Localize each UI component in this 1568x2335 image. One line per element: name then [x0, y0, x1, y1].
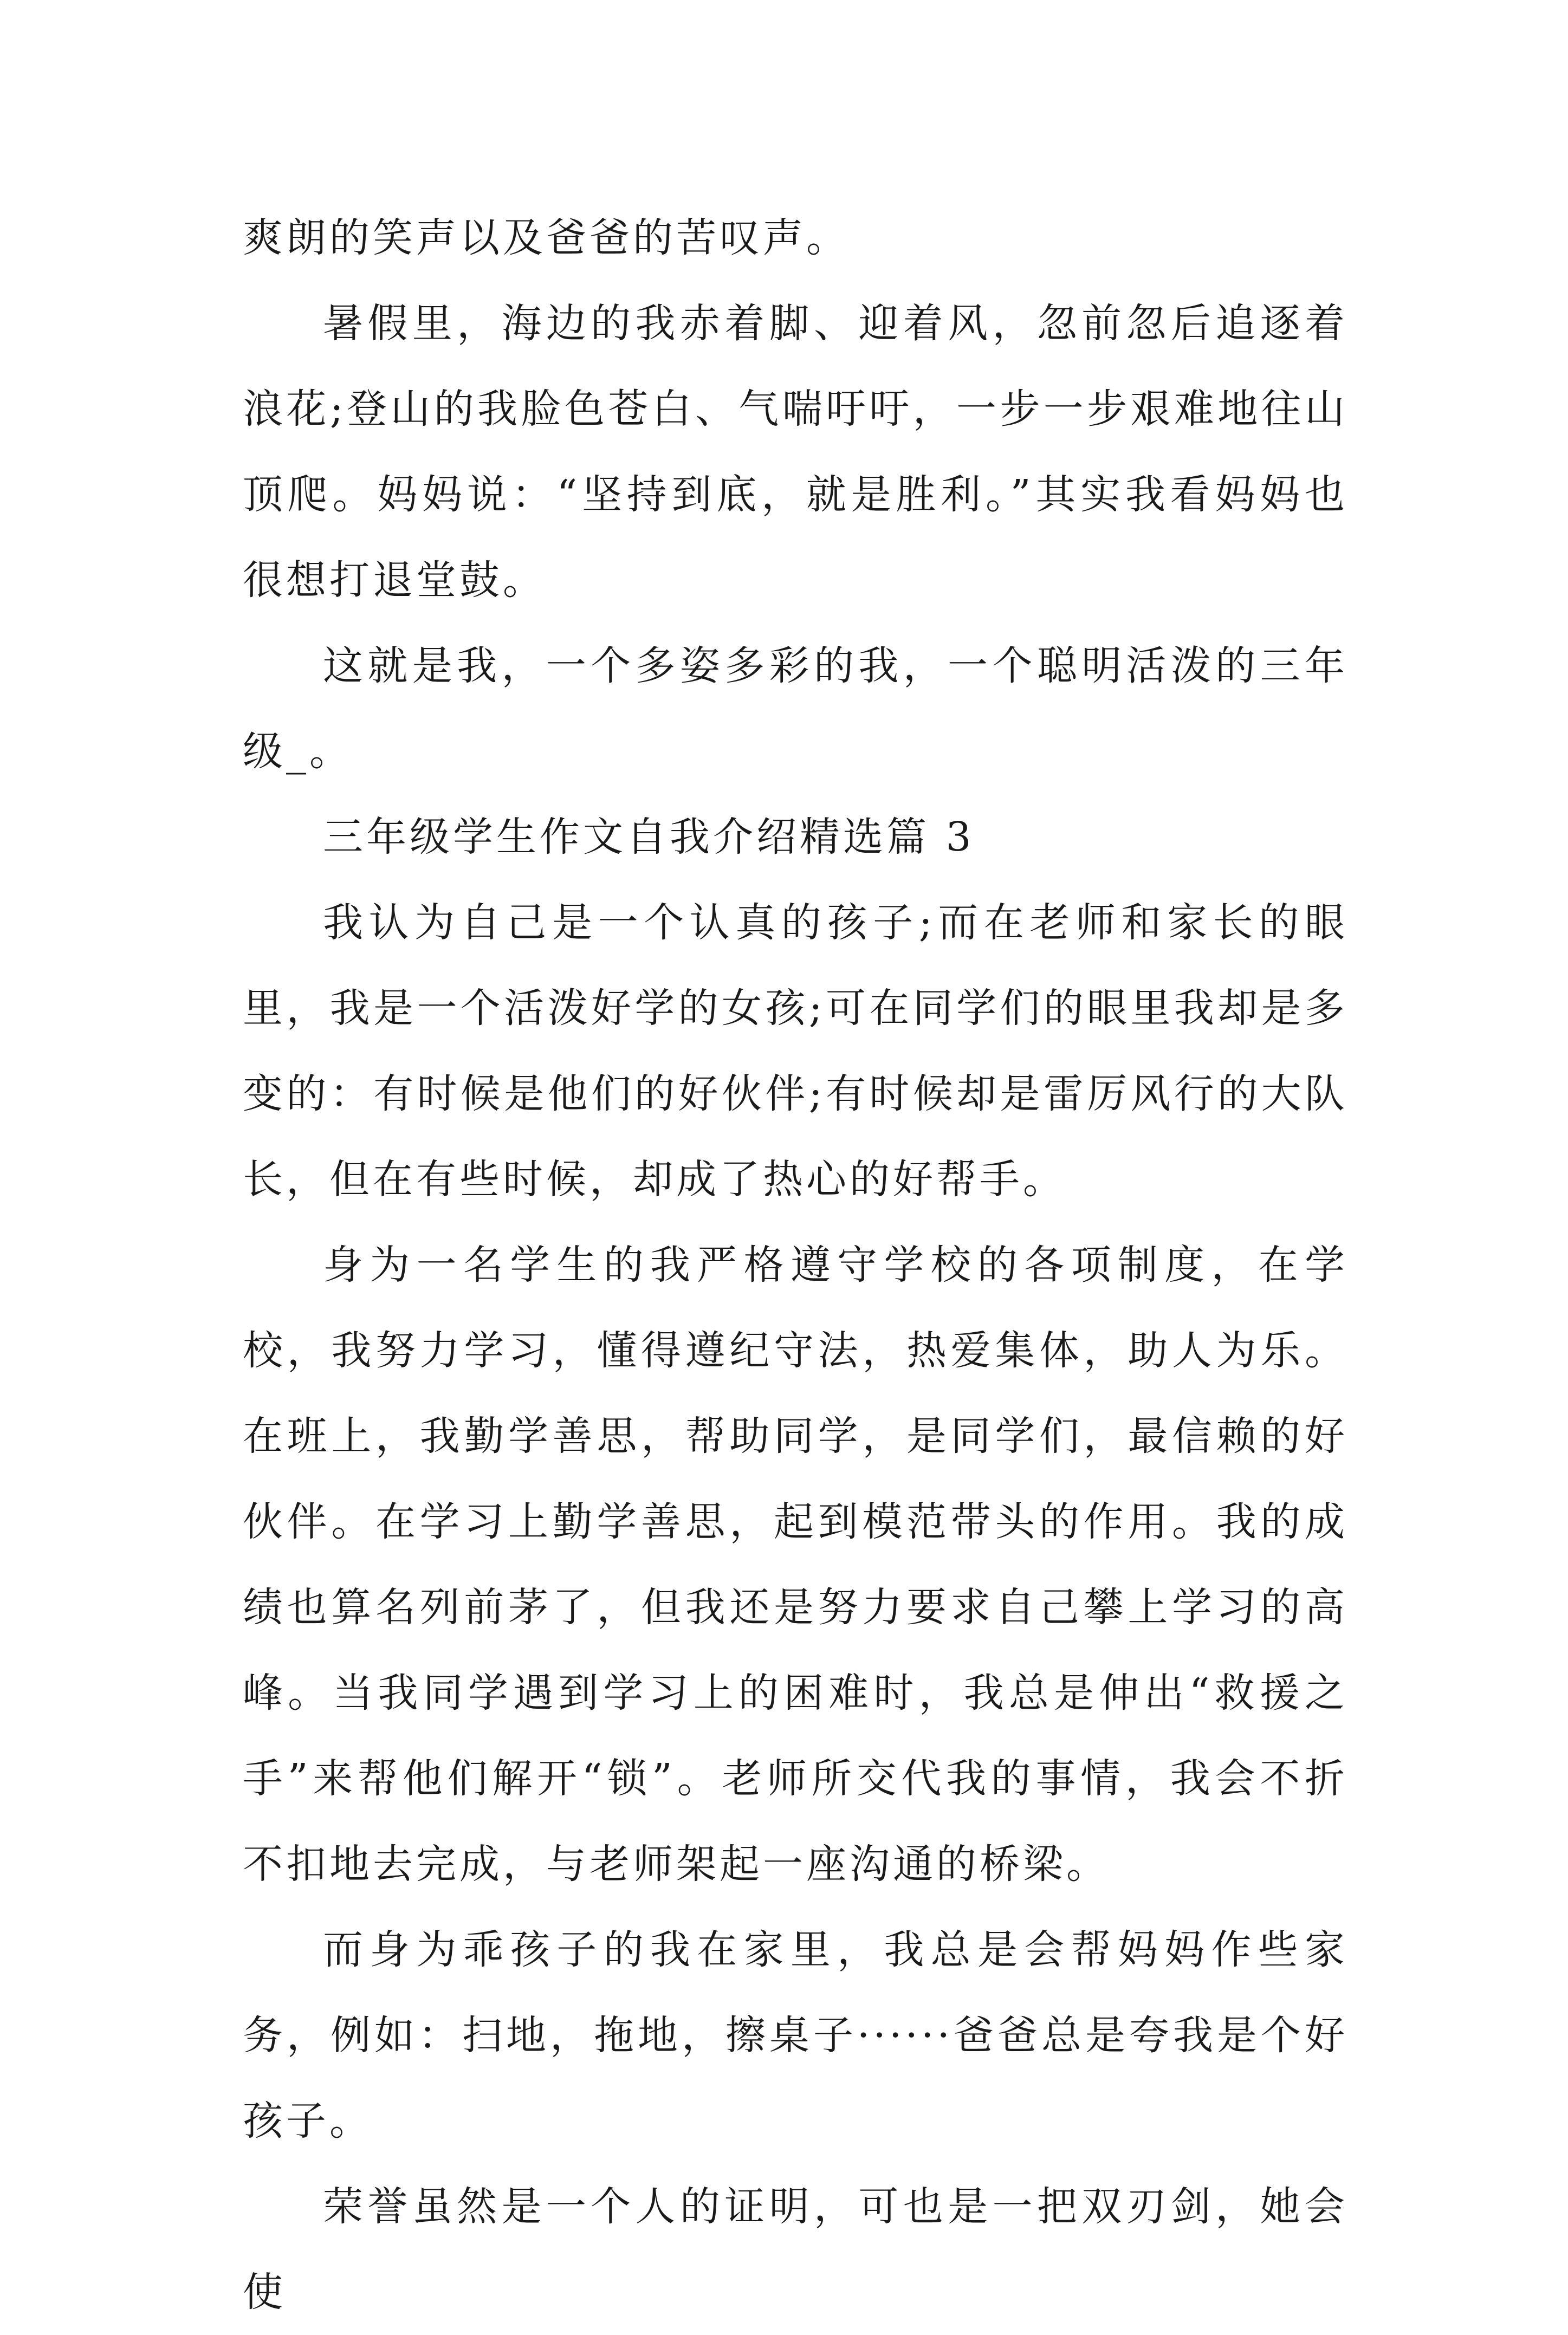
paragraph-honor: 荣誉虽然是一个人的证明，可也是一把双刃剑，她会使	[243, 2183, 1348, 2315]
section-heading: 三年级学生作文自我介绍精选篇 3	[323, 814, 975, 860]
paragraph-as-student: 身为一名学生的我严格遵守学校的各项制度，在学校，我努力学习，懂得遵纪守法，热爱集体，助人为乐。在班上，我勤学善思，帮助同学，是同学们，最信赖的好伙伴。在学习上勤学善思，起到模范带头的作用。我的成绩也算名列前茅了，但我还是努力要求自己攀上学习的高峰。当我同学遇到学习上的困难时，我总是伸出“救援之手”来帮他们解开“锁”。老师所交代我的事情，我会不折不扣地去完成，与老师架起一座沟通的桥梁。	[243, 1242, 1348, 1888]
paragraph-continuation: 爽朗的笑声以及爸爸的苦叹声。	[243, 215, 850, 261]
paragraph-summer-vacation: 暑假里，海边的我赤着脚、迎着风，忽前忽后追逐着浪花;登山的我脸色苍白、气喘吁吁，一步一步艰难地往山顶爬。妈妈说：“坚持到底，就是胜利。”其实我看妈妈也很想打退堂鼓。	[243, 300, 1348, 604]
paragraph-this-is-me: 这就是我，一个多姿多彩的我，一个聪明活泼的三年级_。	[243, 643, 1348, 775]
paragraph-self-view: 我认为自己是一个认真的孩子;而在老师和家长的眼里，我是一个活泼好学的女孩;可在同学们的眼里我却是多变的：有时候是他们的好伙伴;有时候却是雷厉风行的大队长，但在有些时候，却成了热心的好帮手。	[243, 899, 1348, 1203]
document-body	[243, 195, 1348, 2335]
paragraph-at-home: 而身为乖孩子的我在家里，我总是会帮妈妈作些家务，例如：扫地，拖地，擦桌子······爸爸总是夸我是个好孩子。	[243, 1927, 1348, 2144]
